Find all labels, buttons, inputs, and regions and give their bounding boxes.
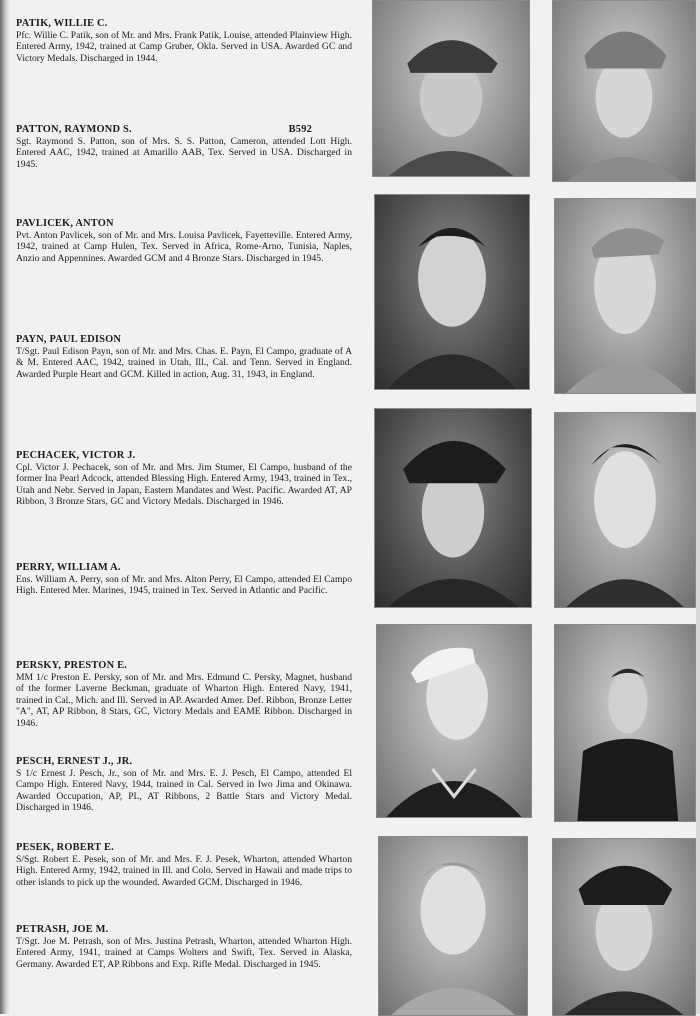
portrait-pavlicek (374, 194, 530, 390)
page-edge (696, 0, 700, 1014)
portrait-patik (372, 0, 530, 177)
entry-name: PAVLICEK, ANTON (16, 218, 114, 229)
entry-bio: T/Sgt. Joe M. Petrash, son of Mrs. Justina Petrash, Wharton, attended Wharton High. Entered Army, 1941, trained at Camps Wolters and Swift, Tex. Served in Alaska, Germany. Awarded ET, AP Ribbons and Exp. Rifle Medal. Discharged in 1945. (16, 935, 352, 970)
entry-name: PATIK, WILLIE C. (16, 18, 108, 29)
entry-pesek (16, 842, 352, 888)
entry-name: PETRASH, JOE M. (16, 924, 109, 935)
portrait-pesek (378, 836, 528, 1016)
portrait-pesch (554, 624, 696, 822)
entry-name: PATTON, RAYMOND S. (16, 124, 132, 135)
entry-name: PERRY, WILLIAM A. (16, 562, 121, 573)
entry-bio: Pvt. Anton Pavlicek, son of Mr. and Mrs. Louisa Pavlicek, Fayetteville. Entered Army, 1942, trained at Camp Hulen, Tex. Served in Africa, Rome-Arno, Tunisia, Naples, Anzio and Appennines. Awarded GCM and 4 Bronze Stars. Discharged in 1945. (16, 229, 352, 264)
entry-pechacek (16, 450, 352, 508)
entry-code: B592 (288, 124, 312, 135)
portrait-payn (554, 198, 696, 394)
page-binding-shadow (0, 0, 10, 1014)
entry-bio: T/Sgt. Paul Edison Payn, son of Mr. and Mrs. Chas. E. Payn, El Campo, graduate of A & M. Entered AAC, 1942, trained in Utah, Ill., Cal. and Tenn. Served in England. Awarded Purple Heart and GCM. Killed in action, Aug. 31, 1943, in England. (16, 345, 352, 380)
entry-pesch (16, 756, 352, 814)
entry-pavlicek (16, 218, 352, 264)
entry-bio: S/Sgt. Robert E. Pesek, son of Mr. and Mrs. F. J. Pesek, Wharton, attended Wharton High. Entered Army, 1942, trained in Ill. and Colo. Served in Hawaii and made trips to other islands to pick up the wounded. Awarded GCM. Discharged in 1946. (16, 853, 352, 888)
entry-patton (16, 124, 352, 170)
portrait-patton (552, 0, 696, 182)
portrait-perry (554, 412, 696, 608)
entry-persky (16, 660, 352, 730)
entry-perry (16, 562, 352, 597)
entry-bio: Cpl. Victor J. Pechacek, son of Mr. and Mrs. Jim Stumer, El Campo, husband of the former Ina Pearl Adcock, attended Blessing High. Entered Army, 1943, trained in Tex., Utah and Nebr. Served in Japan, Eastern Mandates and West. Pacific. Awarded AT, AP Ribbon, 3 Bronze Stars, GC and Victory Medals. Discharged in 1946. (16, 461, 352, 508)
entry-name: PESCH, ERNEST J., JR. (16, 756, 133, 767)
entry-bio: S 1/c Ernest J. Pesch, Jr., son of Mr. and Mrs. E. J. Pesch, El Campo, attended El Campo High. Entered Navy, 1944, trained in Cal. Served in Iwo Jima and Okinawa. Awarded Occupation, AP, PL, AT Ribbons, 2 Battle Stars and Victory Medal. Discharged in 1946. (16, 767, 352, 814)
entry-name: PESEK, ROBERT E. (16, 842, 114, 853)
entry-bio: Sgt. Raymond S. Patton, son of Mrs. S. S. Patton, Cameron, attended Lott High. Entered AAC, 1942, trained at Amarillo AAB, Tex. Served in USA. Discharged in 1945. (16, 135, 352, 170)
entry-bio: MM 1/c Preston E. Persky, son of Mr. and Mrs. Edmund C. Persky, Magnet, husband of the former Laverne Beckman, graduate of Wharton High. Entered Navy, 1941, trained in Cal., Mich. and Ill. Served in AP. Awarded Amer. Def. Ribbon, Bronze Letter "A", AT, AP Ribbon, 8 Stars, GC, Victory Medals and EAME Ribbon. Discharged in 1946. (16, 671, 352, 729)
entry-name: PECHACEK, VICTOR J. (16, 450, 136, 461)
entry-bio: Ens. William A. Perry, son of Mr. and Mrs. Alton Perry, El Campo, attended El Campo High. Entered Mer. Marines, 1945, trained in Tex. Served in Atlantic and Pacific. (16, 573, 352, 597)
entry-petrash (16, 924, 352, 970)
entry-name: PERSKY, PRESTON E. (16, 660, 128, 671)
portrait-persky (376, 624, 532, 818)
entry-bio: Pfc. Willie C. Patik, son of Mr. and Mrs. Frank Patik, Louise, attended Plainview High. Entered Army, 1942, trained at Camp Gruber, Okla. Served in USA. Awarded GC and Victory Medals. Discharged in 1944. (16, 29, 352, 64)
portrait-petrash (552, 838, 696, 1016)
entry-name: PAYN, PAUL EDISON (16, 334, 122, 345)
entry-payn (16, 334, 352, 380)
portrait-pechacek (374, 408, 532, 608)
entry-patik (16, 18, 352, 64)
